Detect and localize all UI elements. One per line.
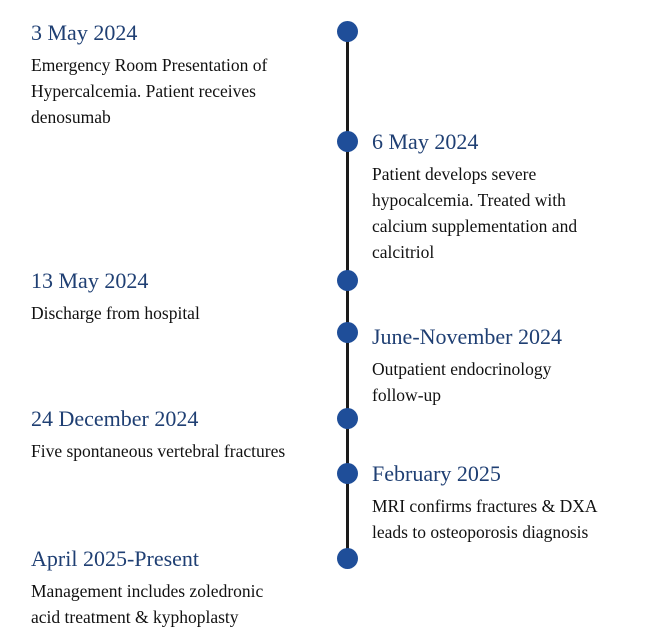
timeline-event-2 (372, 129, 577, 265)
event-description-line: MRI confirms fractures & DXA (372, 496, 598, 516)
timeline-event-3 (31, 268, 200, 326)
timeline-event-5 (31, 406, 285, 464)
event-date: February 2025 (372, 461, 501, 486)
event-description-line: acid treatment & kyphoplasty (31, 607, 239, 627)
event-description-line: calcium supplementation and (372, 216, 578, 236)
timeline-marker-6 (337, 463, 358, 484)
event-description (372, 356, 562, 408)
event-description (31, 300, 200, 326)
timeline-marker-5 (337, 408, 358, 429)
timeline-marker-1 (337, 21, 358, 42)
timeline-marker-2 (337, 131, 358, 152)
event-description (372, 161, 577, 265)
timeline-event-6 (372, 461, 598, 545)
event-description (31, 52, 267, 130)
timeline-marker-3 (337, 270, 358, 291)
event-date: 6 May 2024 (372, 129, 479, 154)
event-description-line: Hypercalcemia. Patient receives (31, 81, 256, 101)
event-description (372, 493, 598, 545)
event-description-line: Discharge from hospital (31, 303, 200, 323)
timeline-marker-7 (337, 548, 358, 569)
event-description (31, 578, 263, 630)
timeline-marker-4 (337, 322, 358, 343)
event-date: April 2025-Present (31, 546, 200, 571)
event-description-line: follow-up (372, 385, 442, 405)
timeline-event-1 (31, 20, 267, 130)
event-date: 13 May 2024 (31, 268, 149, 293)
event-description-line: Outpatient endocrinology (372, 359, 552, 379)
event-date: 3 May 2024 (31, 20, 138, 45)
event-description-line: Emergency Room Presentation of (31, 55, 268, 75)
timeline-event-4 (372, 324, 562, 408)
event-description-line: Management includes zoledronic (31, 581, 264, 601)
event-date: June-November 2024 (372, 324, 563, 349)
event-description-line: Patient develops severe (372, 164, 537, 184)
event-description-line: denosumab (31, 107, 111, 127)
event-date: 24 December 2024 (31, 406, 199, 431)
event-description-line: Five spontaneous vertebral fractures (31, 441, 286, 461)
event-description (31, 438, 285, 464)
timeline-event-7 (31, 546, 263, 630)
event-description-line: hypocalcemia. Treated with (372, 190, 566, 210)
event-description-line: calcitriol (372, 242, 435, 262)
event-description-line: leads to osteoporosis diagnosis (372, 522, 589, 542)
